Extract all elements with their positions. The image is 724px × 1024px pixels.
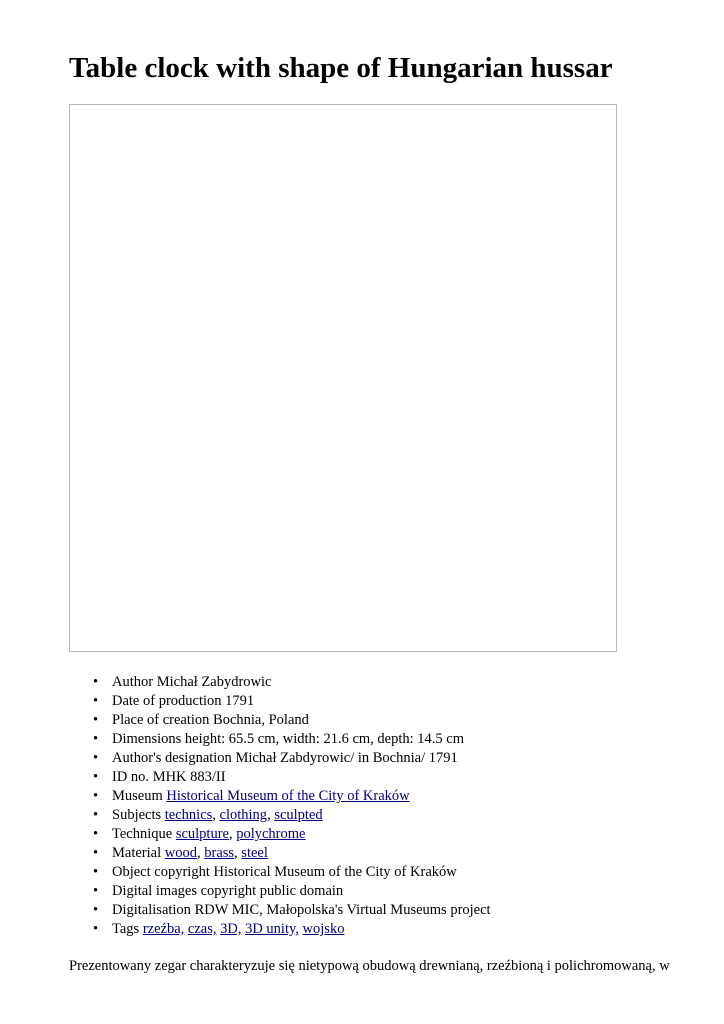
meta-object-copyright-label: Object copyright [112,864,210,880]
meta-date-label: Date of production [112,693,222,709]
meta-id-no-label: ID no. [112,769,150,785]
meta-author-value: Michał Zabydrowic [156,674,272,690]
meta-subjects-label: Subjects [112,807,162,823]
meta-digitalisation-value: RDW MIC, Małopolska's Virtual Museums project [194,902,491,918]
meta-designation-label: Author's designation [112,750,232,766]
meta-digitalisation-label: Digitalisation [112,902,191,918]
material-link-steel[interactable]: steel [241,845,268,861]
technique-link-polychrome[interactable]: polychrome [236,826,306,842]
meta-id-no [112,768,491,787]
meta-technique-label: Technique [112,826,173,842]
meta-museum [112,787,491,806]
material-link-wood[interactable]: wood [164,845,197,861]
meta-technique: • Technique sculpture, polychrome [112,825,491,844]
meta-place-value: Bochnia, Poland [213,712,309,728]
tag-link-czas[interactable]: czas, [187,921,217,937]
tag-link-rzezba[interactable]: rzeźba, [142,921,185,937]
subject-link-clothing[interactable]: clothing [219,807,268,823]
description-paragraph: Prezentowany zegar charakteryzuje się nietypową obudową drewnianą, rzeźbioną i polichromowaną, w [69,958,670,974]
meta-place [112,711,491,730]
meta-digitalisation [112,901,491,920]
page-title: Table clock with shape of Hungarian hussar [69,52,613,84]
meta-images-copyright-value: public domain [259,883,344,899]
subject-link-sculpted[interactable]: sculpted [274,807,323,823]
meta-material-label: Material [112,845,162,861]
museum-link[interactable]: Historical Museum of the City of Kraków [166,788,410,804]
meta-author [112,673,491,692]
meta-material: • Material wood, brass, steel [112,844,491,863]
tag-link-3d[interactable]: 3D, [220,921,242,937]
meta-images-copyright-label: Digital images copyright [112,883,257,899]
metadata-list [112,673,491,939]
meta-museum-label: Museum [112,788,163,804]
subject-link-technics[interactable]: technics [164,807,213,823]
meta-id-no-value: MHK 883/II [152,769,226,785]
meta-tags [112,920,491,939]
meta-dimensions-label: Dimensions [112,731,182,747]
meta-dimensions-value: height: 65.5 cm, width: 21.6 cm, depth: 14.5 cm [184,731,464,747]
meta-designation-value: Michał Zabdyrowic/ in Bochnia/ 1791 [235,750,458,766]
tag-link-wojsko[interactable]: wojsko [302,921,345,937]
meta-date-value: 1791 [225,693,255,709]
meta-author-label: Author [112,674,154,690]
meta-subjects: • Subjects technics, clothing, sculpted [112,806,491,825]
meta-images-copyright [112,882,491,901]
meta-dimensions [112,730,491,749]
meta-object-copyright-value: Historical Museum of the City of Kraków [213,864,457,880]
tag-link-3d-unity[interactable]: 3D unity, [245,921,299,937]
meta-object-copyright [112,863,491,882]
technique-link-sculpture[interactable]: sculpture [175,826,229,842]
material-link-brass[interactable]: brass [204,845,235,861]
meta-place-label: Place of creation [112,712,210,728]
meta-date [112,692,491,711]
meta-designation [112,749,491,768]
meta-tags-label: Tags [112,921,140,937]
object-image-placeholder [69,104,617,652]
